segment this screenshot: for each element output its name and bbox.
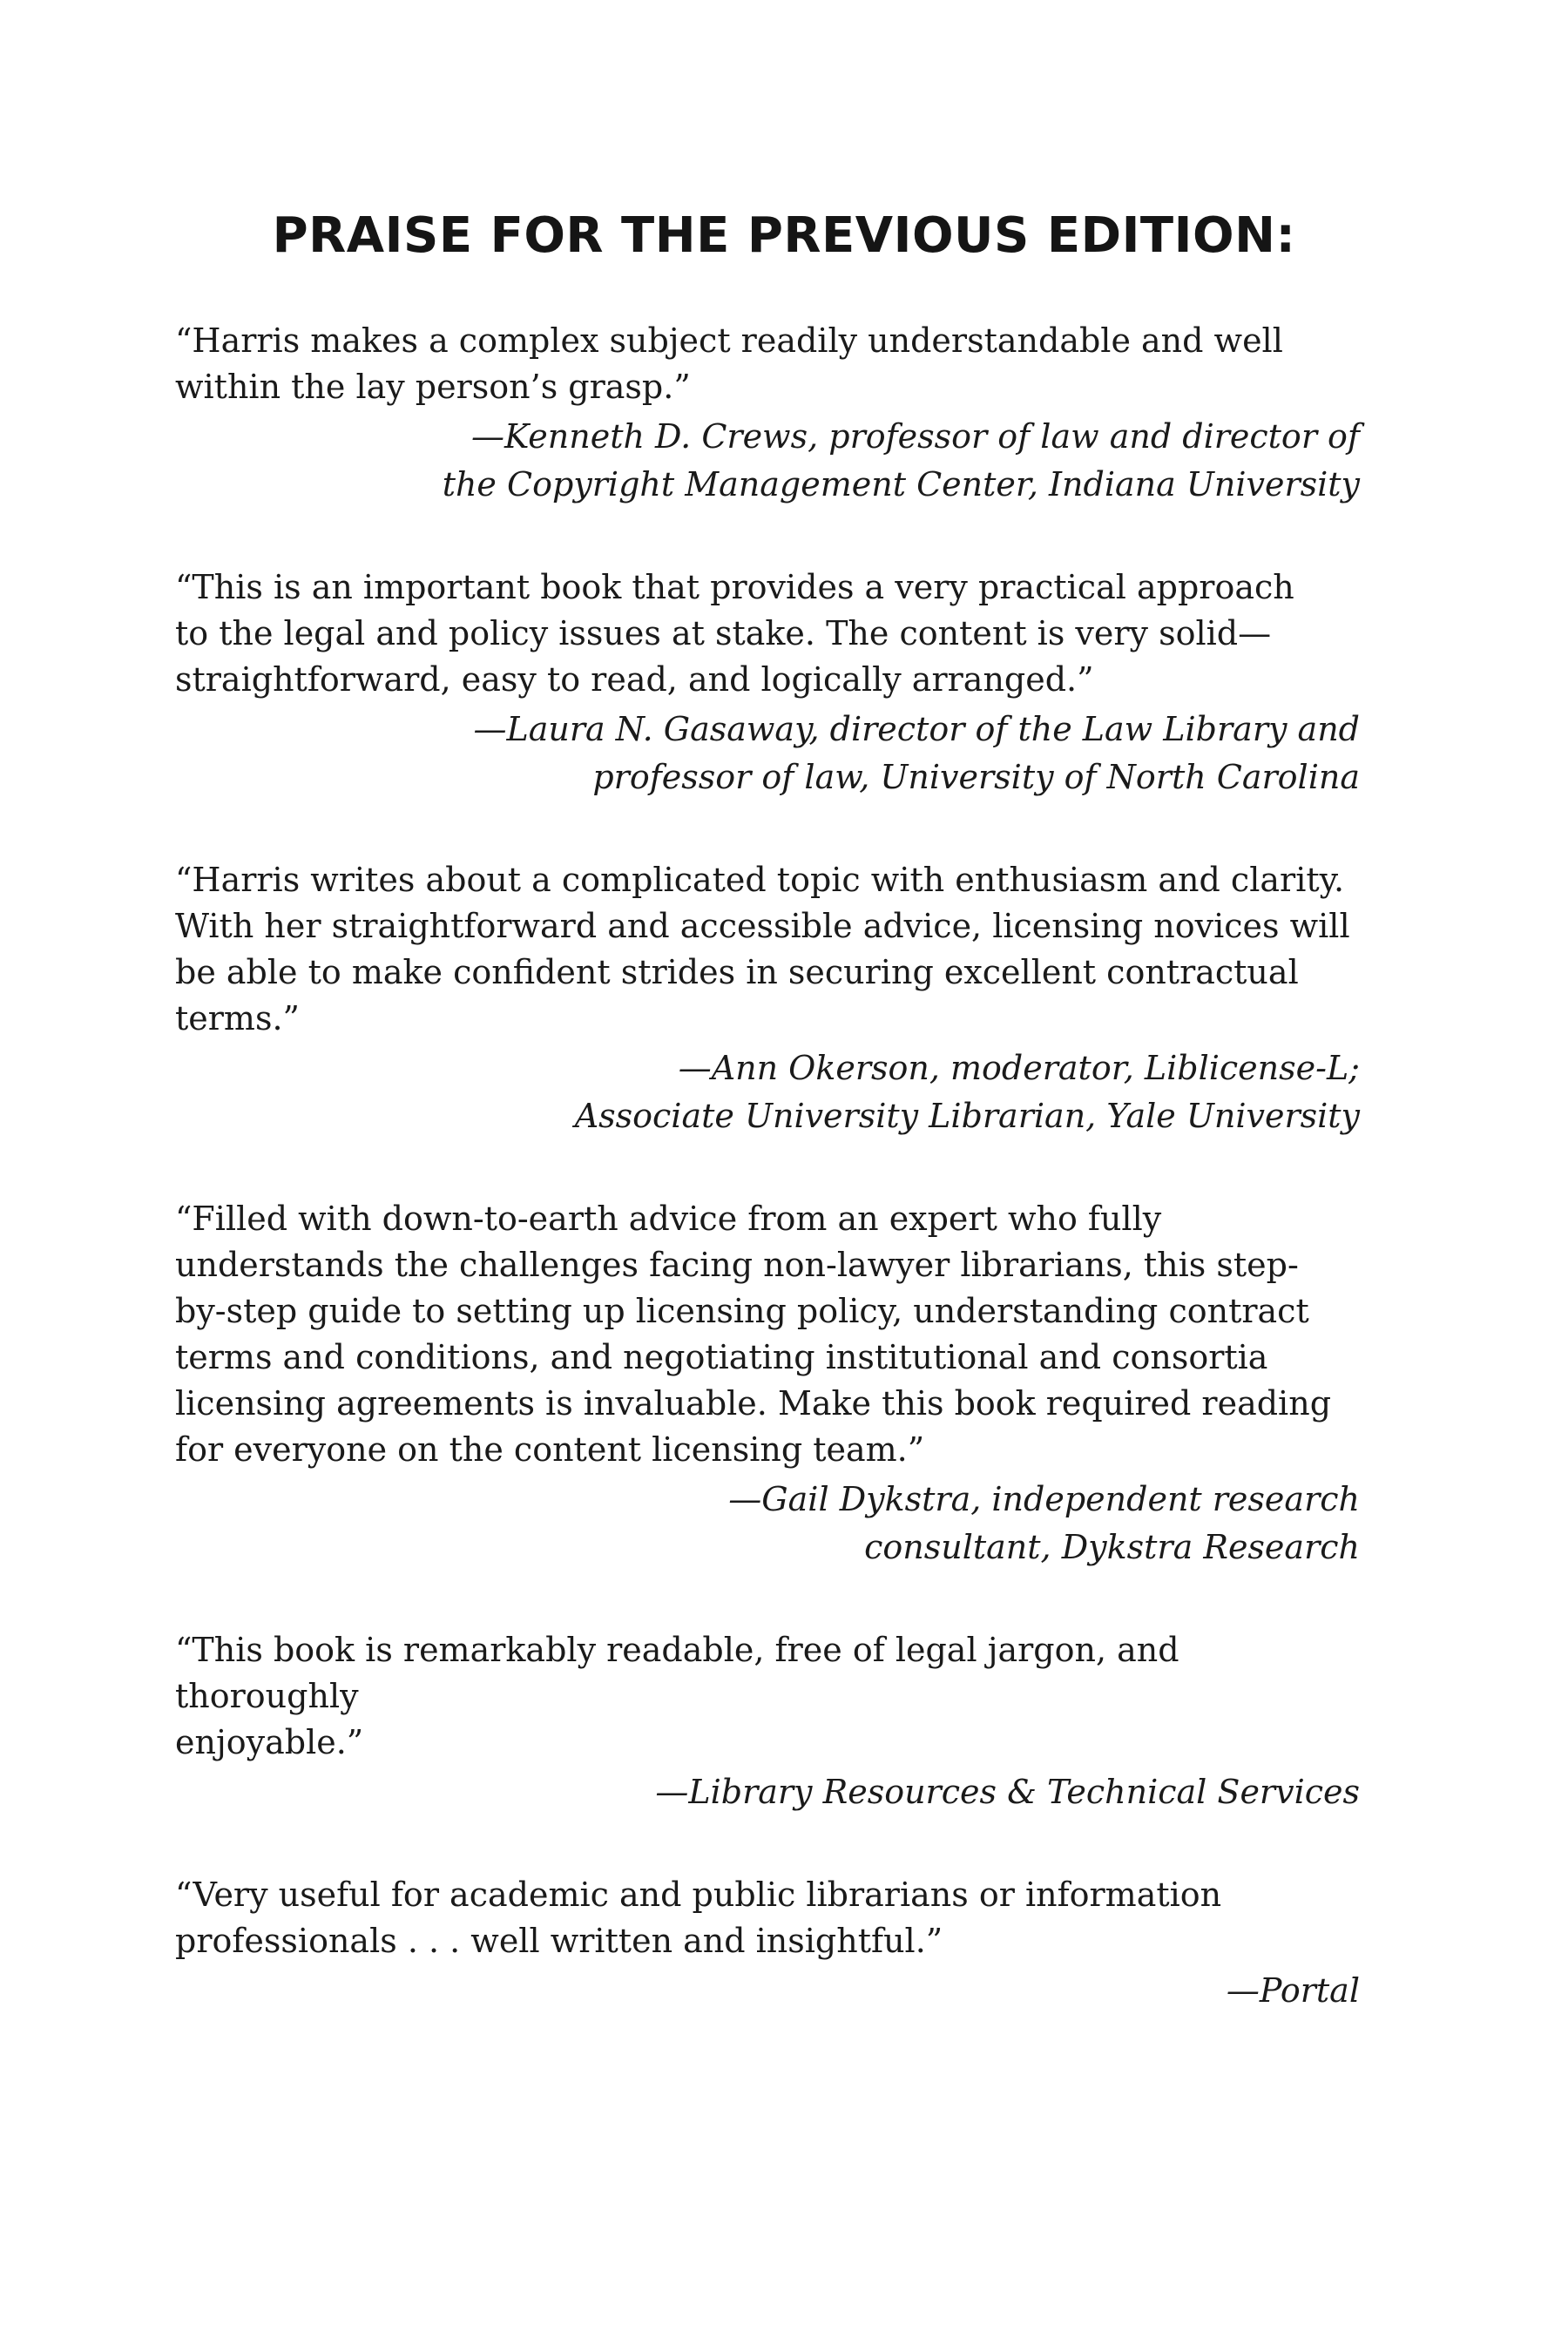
praise-attribution xyxy=(175,1768,1360,1816)
attribution-line: consultant, Dykstra Research xyxy=(864,1528,1360,1566)
praise-item xyxy=(175,1872,1360,2015)
praise-quote xyxy=(175,318,1360,410)
praise-quote xyxy=(175,1627,1360,1766)
quote-line: “Harris writes about a complicated topic with enthusiasm and clarity. xyxy=(175,861,1345,899)
attribution-line: professor of law, University of North Carolina xyxy=(592,758,1360,796)
attribution-line: —Library Resources & Technical Services xyxy=(655,1773,1360,1811)
quote-line: terms and conditions, and negotiating institutional and consortia xyxy=(175,1338,1268,1376)
quote-line: enjoyable.” xyxy=(175,1723,364,1761)
praise-attribution xyxy=(175,1044,1360,1140)
attribution-line: —Gail Dykstra, independent research xyxy=(728,1480,1360,1518)
attribution-line: —Ann Okerson, moderator, Liblicense-L; xyxy=(678,1049,1360,1087)
praise-item xyxy=(175,1196,1360,1571)
praise-attribution xyxy=(175,413,1360,509)
praise-attribution xyxy=(175,1476,1360,1571)
praise-attribution xyxy=(175,1967,1360,2015)
page-heading: PRAISE FOR THE PREVIOUS EDITION: xyxy=(272,207,1296,264)
quote-line: “This is an important book that provides a very practical approach xyxy=(175,568,1294,606)
attribution-line: Associate University Librarian, Yale University xyxy=(574,1097,1360,1135)
praise-list xyxy=(175,318,1360,2071)
attribution-line: —Portal xyxy=(1226,1971,1360,2010)
praise-item xyxy=(175,857,1360,1140)
quote-line: “Very useful for academic and public librarians or information xyxy=(175,1876,1222,1914)
praise-item xyxy=(175,318,1360,509)
quote-line: licensing agreements is invaluable. Make this book required reading xyxy=(175,1384,1332,1423)
quote-line: within the lay person’s grasp.” xyxy=(175,368,691,406)
praise-item xyxy=(175,1627,1360,1816)
praise-item xyxy=(175,564,1360,801)
praise-quote xyxy=(175,1196,1360,1473)
quote-line: terms.” xyxy=(175,999,300,1037)
quote-line: “Filled with down-to-earth advice from an expert who fully xyxy=(175,1200,1162,1238)
praise-quote xyxy=(175,1872,1360,1964)
quote-line: understands the challenges facing non-lawyer librarians, this step- xyxy=(175,1246,1299,1284)
quote-line: straightforward, easy to read, and logically arranged.” xyxy=(175,660,1094,699)
quote-line: by-step guide to setting up licensing policy, understanding contract xyxy=(175,1292,1309,1330)
quote-line: to the legal and policy issues at stake. The content is very solid— xyxy=(175,614,1272,652)
quote-line: “This book is remarkably readable, free of legal jargon, and thoroughly xyxy=(175,1631,1179,1715)
quote-line: for everyone on the content licensing team.” xyxy=(175,1430,925,1469)
attribution-line: the Copyright Management Center, Indiana University xyxy=(442,465,1360,504)
attribution-line: —Kenneth D. Crews, professor of law and director of xyxy=(470,417,1360,456)
quote-line: professionals . . . well written and insightful.” xyxy=(175,1922,943,1960)
praise-quote xyxy=(175,564,1360,703)
quote-line: “Harris makes a complex subject readily understandable and well xyxy=(175,321,1283,360)
quote-line: With her straightforward and accessible advice, licensing novices will xyxy=(175,907,1350,945)
praise-quote xyxy=(175,857,1360,1042)
praise-attribution xyxy=(175,706,1360,801)
attribution-line: —Laura N. Gasaway, director of the Law Library and xyxy=(473,710,1360,748)
quote-line: be able to make confident strides in securing excellent contractual xyxy=(175,953,1299,991)
